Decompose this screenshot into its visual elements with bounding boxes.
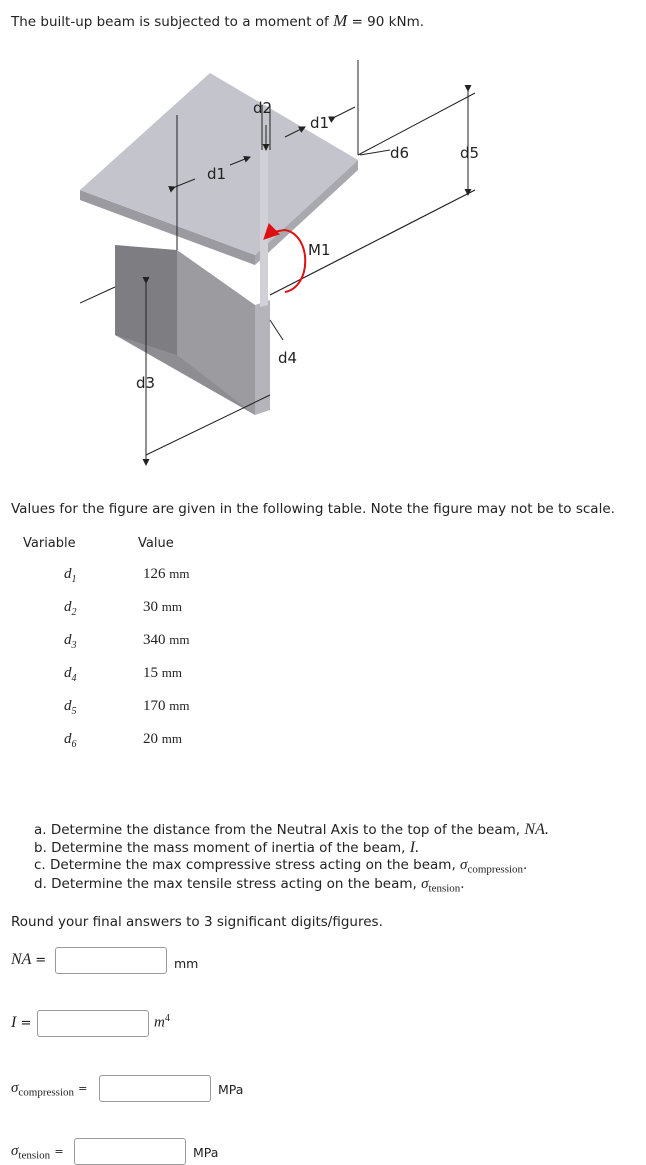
row-value: 20 mm — [143, 731, 182, 747]
question-d: d. Determine the max tensile stress acting on the beam, $\sigma_{tension}$. — [34, 876, 465, 895]
beam-figure — [80, 55, 520, 485]
row-variable: $d_3$ — [64, 632, 77, 651]
question-b: b. Determine the mass moment of inertia of the beam, I. — [34, 839, 420, 856]
row-value: 126 mm — [143, 566, 190, 582]
question-c: c. Determine the max compressive stress acting on the beam, $\sigma_{compression}$. — [34, 857, 528, 876]
na-input[interactable] — [55, 947, 167, 974]
compression-label: $\sigma_{compression}$ = — [11, 1080, 88, 1099]
label-d4: d4 — [278, 349, 298, 367]
tension-unit: MPa — [193, 1145, 219, 1160]
compression-unit: MPa — [218, 1082, 244, 1097]
label-d1-top: d1 — [310, 114, 330, 132]
i-label: I = — [11, 1014, 32, 1031]
header-variable: Variable — [23, 536, 76, 551]
web-right-face — [255, 300, 270, 415]
row-value: 340 mm — [143, 632, 190, 648]
row-value: 170 mm — [143, 698, 190, 714]
round-note: Round your final answers to 3 significant digits/figures. — [11, 914, 383, 930]
question-a: a. Determine the distance from the Neutral Axis to the top of the beam, NA. — [34, 821, 549, 838]
center-plate — [260, 143, 268, 307]
intro-suffix: = 90 kNm. — [351, 14, 425, 30]
problem-statement — [11, 11, 424, 31]
label-d5: d5 — [460, 144, 480, 162]
label-d3: d3 — [136, 374, 156, 392]
label-d2: d2 — [253, 99, 273, 117]
na-unit: mm — [174, 956, 199, 971]
na-label: NA = — [11, 951, 47, 968]
row-value: 30 mm — [143, 599, 182, 615]
header-value: Value — [138, 536, 174, 551]
intro-prefix: The built-up beam is subjected to a moment of — [11, 14, 329, 30]
row-variable: $d_2$ — [64, 599, 77, 618]
label-m1: M1 — [308, 241, 331, 259]
tension-label: $\sigma_{tension}$ = — [11, 1143, 64, 1162]
row-variable: $d_4$ — [64, 665, 77, 684]
row-value: 15 mm — [143, 665, 182, 681]
table-note: Values for the figure are given in the following table. Note the figure may not be to scale. — [11, 501, 615, 517]
i-unit: $m^4$ — [154, 1013, 170, 1031]
compression-input[interactable] — [99, 1075, 211, 1102]
flange-top — [80, 73, 358, 255]
row-variable: $d_5$ — [64, 698, 77, 717]
row-variable: $d_1$ — [64, 566, 77, 585]
moment-variable: M — [333, 11, 348, 30]
label-d6: d6 — [390, 144, 410, 162]
label-d1-left: d1 — [207, 165, 227, 183]
i-input[interactable] — [37, 1010, 149, 1037]
row-variable: $d_6$ — [64, 731, 77, 750]
tension-input[interactable] — [74, 1138, 186, 1165]
